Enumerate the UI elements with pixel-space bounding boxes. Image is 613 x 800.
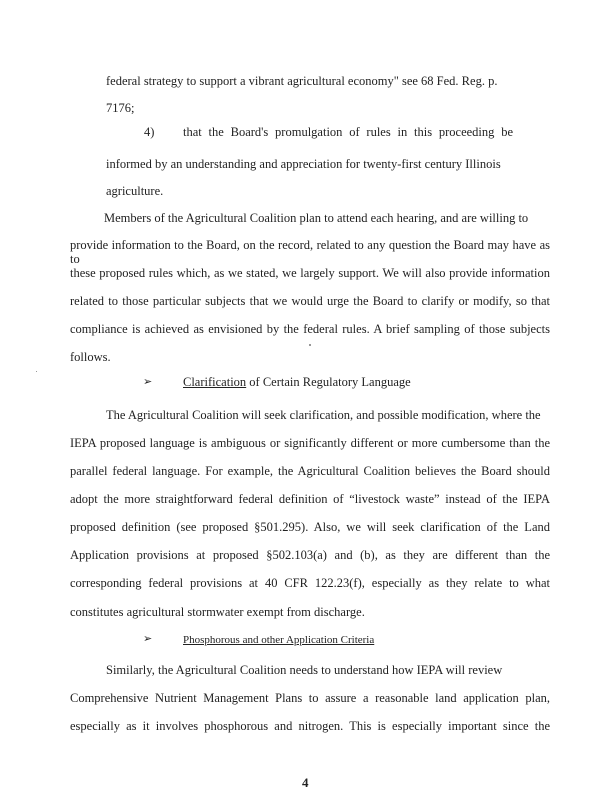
text-line: these proposed rules which, as we stated, we largely support. We will also provide information [70,266,550,280]
text-line: proposed definition (see proposed §501.295). Also, we will seek clarification of the Land [70,520,550,534]
heading-underlined-word: Clarification [183,375,247,389]
arrow-bullet-icon: ➢ [143,632,153,645]
text-line: parallel federal language. For example, the Agricultural Coalition believes the Board should [70,464,550,478]
section-heading [183,375,411,389]
text-line: especially as it involves phosphorous and nitrogen. This is especially important since the [70,719,550,733]
text-line: Members of the Agricultural Coalition plan to attend each hearing, and are willing to [104,211,529,225]
text-line: Comprehensive Nutrient Management Plans to assure a reasonable land application plan, [70,691,550,705]
text-line: IEPA proposed language is ambiguous or significantly different or more cumbersome than the [70,436,550,450]
text-line: The Agricultural Coalition will seek clarification, and possible modification, where the [106,408,541,422]
text-line: compliance is achieved as envisioned by the federal rules. A brief sampling of those subjects [70,322,550,336]
text-line: corresponding federal provisions at 40 CFR 122.23(f), especially as they relate to what [70,576,550,590]
text-line: federal strategy to support a vibrant agricultural economy" see 68 Fed. Reg. p. [106,74,498,88]
text-line: that the Board's promulgation of rules in this proceeding be [183,125,513,139]
text-line: Application provisions at proposed §502.103(a) and (b), as they are different than the [70,548,550,562]
text-line: related to those particular subjects that we would urge the Board to clarify or modify, so that [70,294,550,308]
scan-speck [36,371,37,372]
scan-speck [309,344,311,346]
text-line: adopt the more straightforward federal definition of “livestock waste” instead of the IEPA [70,492,550,506]
text-line: constitutes agricultural stormwater exempt from discharge. [70,605,365,619]
arrow-bullet-icon: ➢ [143,375,153,388]
text-line: Similarly, the Agricultural Coalition needs to understand how IEPA will review [106,663,503,677]
list-item-number: 4) [144,125,155,139]
text-line: follows. [70,350,111,364]
text-line: agriculture. [106,184,164,198]
text-line: 7176; [106,101,135,115]
heading-rest: of Certain Regulatory Language [246,375,411,389]
text-line: provide information to the Board, on the record, related to any question the Board may have as to [70,238,550,266]
text-line: informed by an understanding and appreciation for twenty-first century Illinois [106,157,501,171]
section-heading: Phosphorous and other Application Criteria [183,634,375,646]
page-number: 4 [302,775,309,790]
